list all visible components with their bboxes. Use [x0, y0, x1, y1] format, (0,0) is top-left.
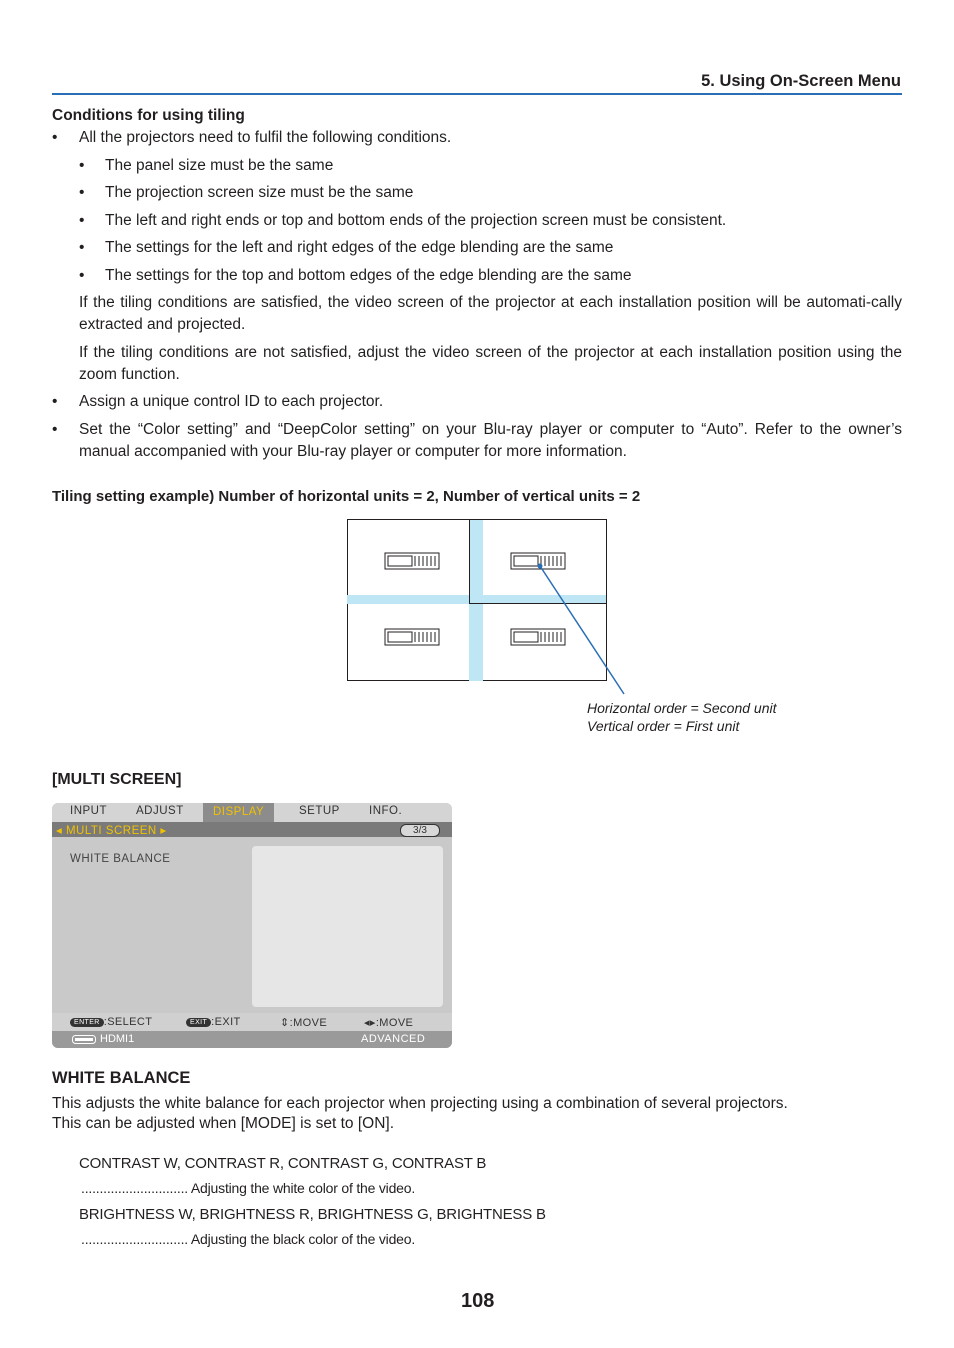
- brightness-desc: ............................. Adjusting the black color of the video.: [81, 1231, 416, 1247]
- enter-key-icon: ENTER: [70, 1018, 104, 1027]
- bullet-color-setting: Set the “Color setting” and “DeepColor setting” on your Blu-ray player or computer to “Auto”. Refer to the owner’s manual accompanied with your Blu-ray player or computer for more information.: [79, 421, 902, 460]
- submenu-multi-screen[interactable]: ◂ MULTI SCREEN ▸: [56, 825, 167, 837]
- list-item: The settings for the left and right edges of the edge blending are the same: [105, 239, 614, 256]
- bullet-dot: •: [52, 421, 58, 438]
- list-item: The left and right ends or top and bottom ends of the projection screen must be consistent.: [105, 212, 727, 229]
- bullet-dot: •: [79, 212, 85, 229]
- bullet-dot: •: [79, 157, 85, 174]
- move-horizontal-hint: ◂▸:MOVE: [364, 1017, 414, 1029]
- menu-item-white-balance[interactable]: WHITE BALANCE: [70, 853, 171, 865]
- paragraph-not-satisfied: If the tiling conditions are not satisfied, adjust the video screen of the projector at each installation position using the zoom function.: [79, 344, 902, 383]
- osd-tab-bar: [52, 803, 452, 822]
- list-item: The settings for the top and bottom edges of the edge blending are the same: [105, 267, 632, 284]
- bullet-dot: •: [79, 239, 85, 256]
- tab-setup[interactable]: SETUP: [299, 805, 340, 817]
- projector-icon: [385, 553, 439, 569]
- white-balance-desc-1: This adjusts the white balance for each projector when projecting using a combination of several projectors.: [52, 1095, 788, 1112]
- caption-horizontal: Horizontal order = Second unit: [587, 700, 777, 716]
- example-heading: Tiling setting example) Number of horizontal units = 2, Number of vertical units = 2: [52, 488, 641, 505]
- white-balance-heading: WHITE BALANCE: [52, 1069, 191, 1087]
- header-rule: [52, 93, 902, 95]
- move-vertical-hint: ⇕:MOVE: [280, 1017, 328, 1029]
- select-hint: :SELECT: [103, 1016, 153, 1028]
- conditions-intro: All the projectors need to fulfil the following conditions.: [79, 129, 452, 146]
- bullet-dot: •: [79, 267, 85, 284]
- bullet-control-id: Assign a unique control ID to each projector.: [79, 393, 384, 410]
- hdmi-icon: [72, 1035, 96, 1044]
- menu-mode: ADVANCED: [361, 1033, 426, 1045]
- input-source: HDMI1: [100, 1033, 135, 1045]
- list-item: The projection screen size must be the same: [105, 184, 414, 201]
- tab-display[interactable]: DISPLAY: [203, 803, 274, 822]
- caption-vertical: Vertical order = First unit: [587, 718, 740, 734]
- page-number: 108: [461, 1290, 495, 1312]
- conditions-heading: Conditions for using tiling: [52, 107, 245, 124]
- bullet-dot: •: [52, 129, 58, 146]
- white-balance-desc-2: This can be adjusted when [MODE] is set to [ON].: [52, 1115, 395, 1132]
- contrast-desc: ............................. Adjusting the white color of the video.: [81, 1180, 416, 1196]
- bullet-dot: •: [79, 184, 85, 201]
- osd-detail-panel: [252, 846, 443, 1007]
- tab-input[interactable]: INPUT: [70, 805, 107, 817]
- contrast-label: CONTRAST W, CONTRAST R, CONTRAST G, CONTRAST B: [79, 1155, 487, 1172]
- osd-body: [52, 837, 452, 1013]
- brightness-label: BRIGHTNESS W, BRIGHTNESS R, BRIGHTNESS G, BRIGHTNESS B: [79, 1206, 546, 1223]
- projector-icon: [385, 629, 439, 645]
- exit-hint: :EXIT: [211, 1016, 241, 1028]
- tab-adjust[interactable]: ADJUST: [136, 805, 184, 817]
- osd-footer: [52, 1013, 452, 1031]
- osd-status-bar: [52, 1031, 452, 1048]
- list-item: The panel size must be the same: [105, 157, 334, 174]
- tab-info[interactable]: INFO.: [369, 805, 403, 817]
- page-indicator: 3/3: [400, 824, 440, 837]
- osd-menu: [52, 803, 452, 1048]
- exit-key-icon: EXIT: [186, 1018, 211, 1027]
- osd-submenu-bar: [52, 822, 452, 837]
- leader-line: [530, 560, 630, 700]
- bullet-dot: •: [52, 393, 58, 410]
- paragraph-satisfied: If the tiling conditions are satisfied, the video screen of the projector at each installation position will be automati-cally extracted and projected.: [79, 294, 902, 333]
- multi-screen-heading: [MULTI SCREEN]: [52, 771, 182, 788]
- section-title: 5. Using On-Screen Menu: [701, 72, 901, 90]
